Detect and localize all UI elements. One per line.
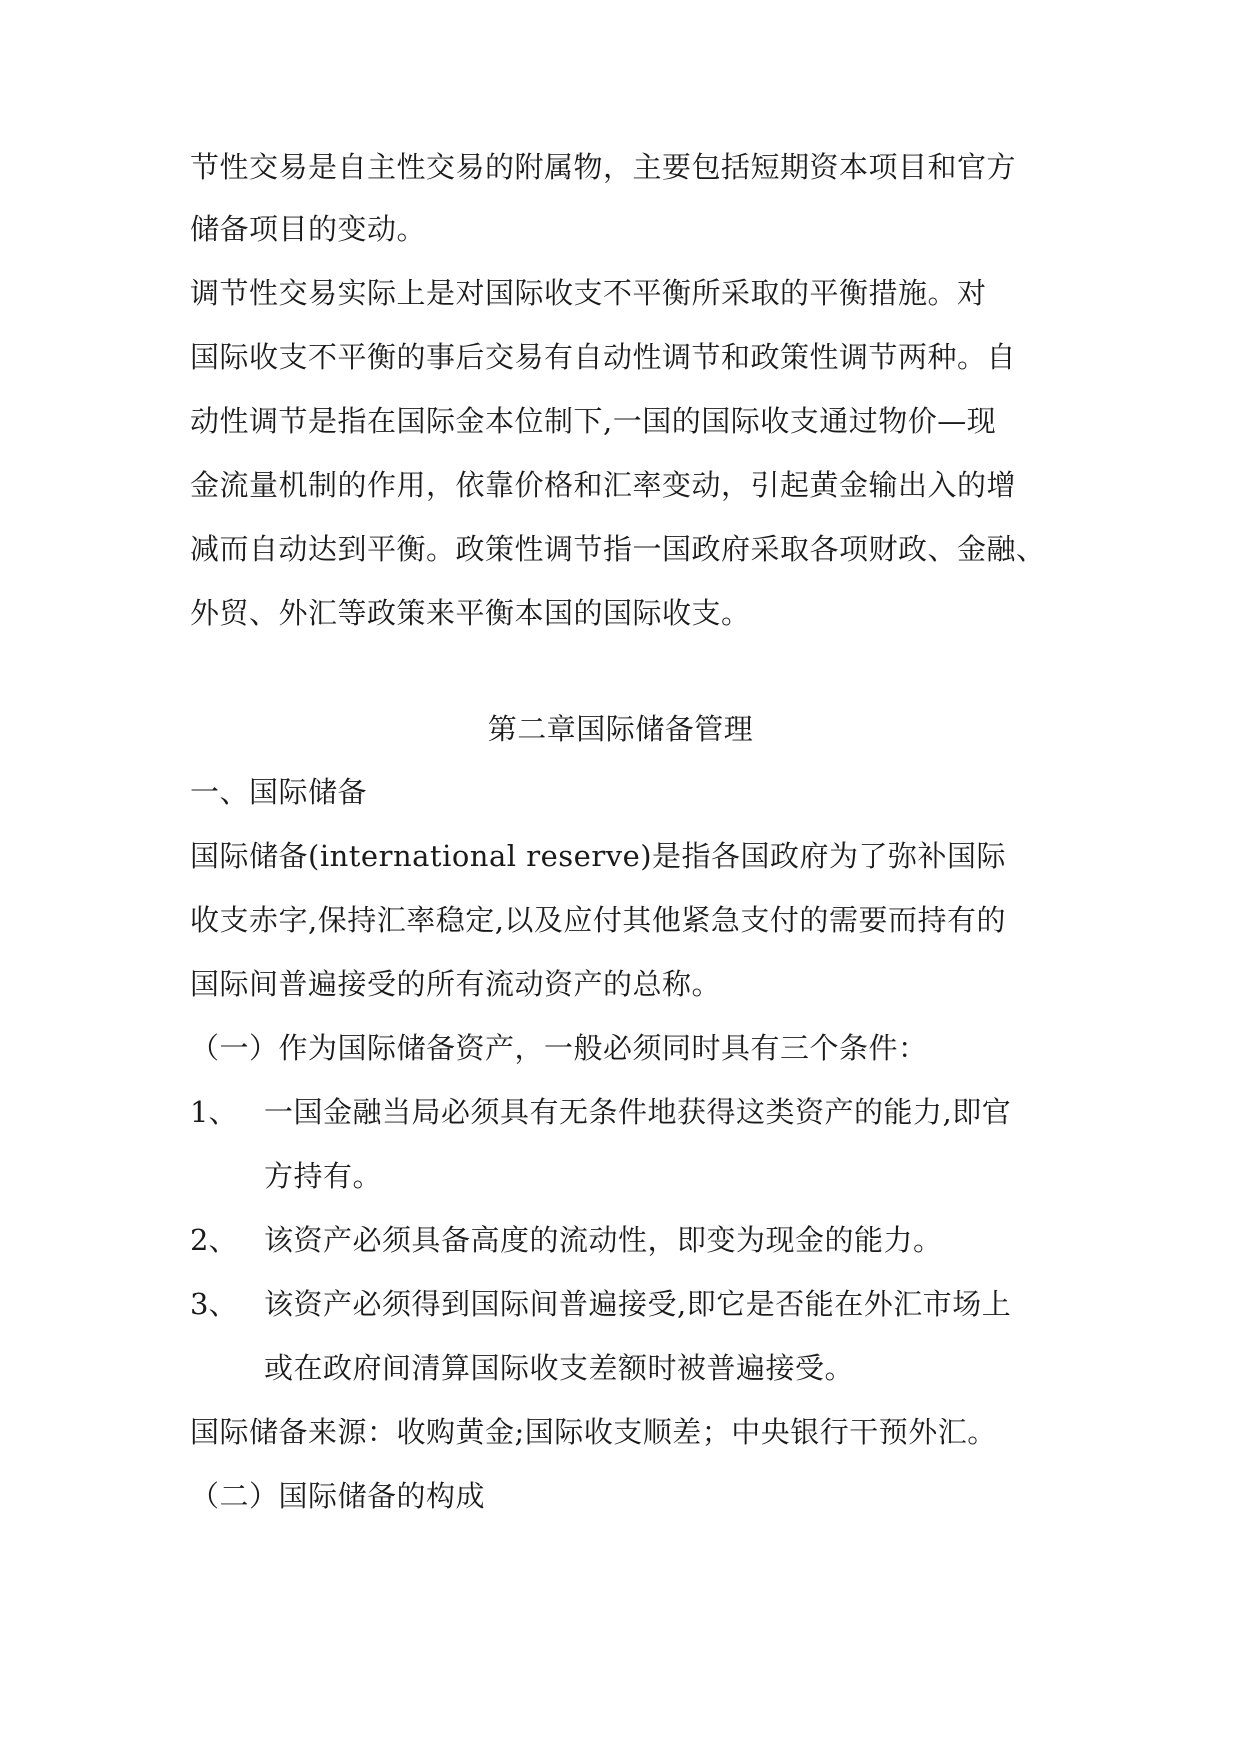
paragraph-line: 储备项目的变动。 <box>190 212 427 246</box>
list-item-number: 1、 <box>190 1095 238 1129</box>
paragraph-line: 节性交易是自主性交易的附属物，主要包括短期资本项目和官方 <box>190 150 1017 184</box>
paragraph-line: 金流量机制的作用，依靠价格和汇率变动，引起黄金输出入的增 <box>190 468 1017 502</box>
chapter-title: 第二章国际储备管理 <box>487 712 754 746</box>
subsection-heading: （一）作为国际储备资产，一般必须同时具有三个条件： <box>190 1031 928 1065</box>
definition-line: 收支赤字,保持汇率稳定,以及应付其他紧急支付的需要而持有的 <box>190 903 1006 937</box>
list-item-number: 2、 <box>190 1223 238 1257</box>
definition-line: 国际储备(international reserve)是指各国政府为了弥补国际 <box>190 839 1007 873</box>
subsection-heading: （二）国际储备的构成 <box>190 1479 486 1513</box>
paragraph-line: 外贸、外汇等政策来平衡本国的国际收支。 <box>190 596 751 630</box>
definition-line: 国际间普遍接受的所有流动资产的总称。 <box>190 967 722 1001</box>
paragraph-line: 减而自动达到平衡。政策性调节指一国政府采取各项财政、金融、 <box>190 532 1046 566</box>
section-heading: 一、国际储备 <box>190 775 368 809</box>
sources-line: 国际储备来源：收购黄金;国际收支顺差；中央银行干预外汇。 <box>190 1415 997 1449</box>
list-item-text: 该资产必须具备高度的流动性，即变为现金的能力。 <box>264 1223 943 1257</box>
list-item-number: 3、 <box>190 1287 238 1321</box>
list-item-text: 或在政府间清算国际收支差额时被普遍接受。 <box>264 1351 855 1385</box>
paragraph-line: 国际收支不平衡的事后交易有自动性调节和政策性调节两种。自 <box>190 340 1017 374</box>
list-item-text: 一国金融当局必须具有无条件地获得这类资产的能力,即官 <box>264 1095 1012 1129</box>
paragraph-line: 动性调节是指在国际金本位制下,一国的国际收支通过物价—现 <box>190 404 997 438</box>
list-item-text: 方持有。 <box>264 1159 383 1193</box>
list-item-text: 该资产必须得到国际间普遍接受,即它是否能在外汇市场上 <box>264 1287 1012 1321</box>
paragraph-line: 调节性交易实际上是对国际收支不平衡所采取的平衡措施。对 <box>190 276 987 310</box>
